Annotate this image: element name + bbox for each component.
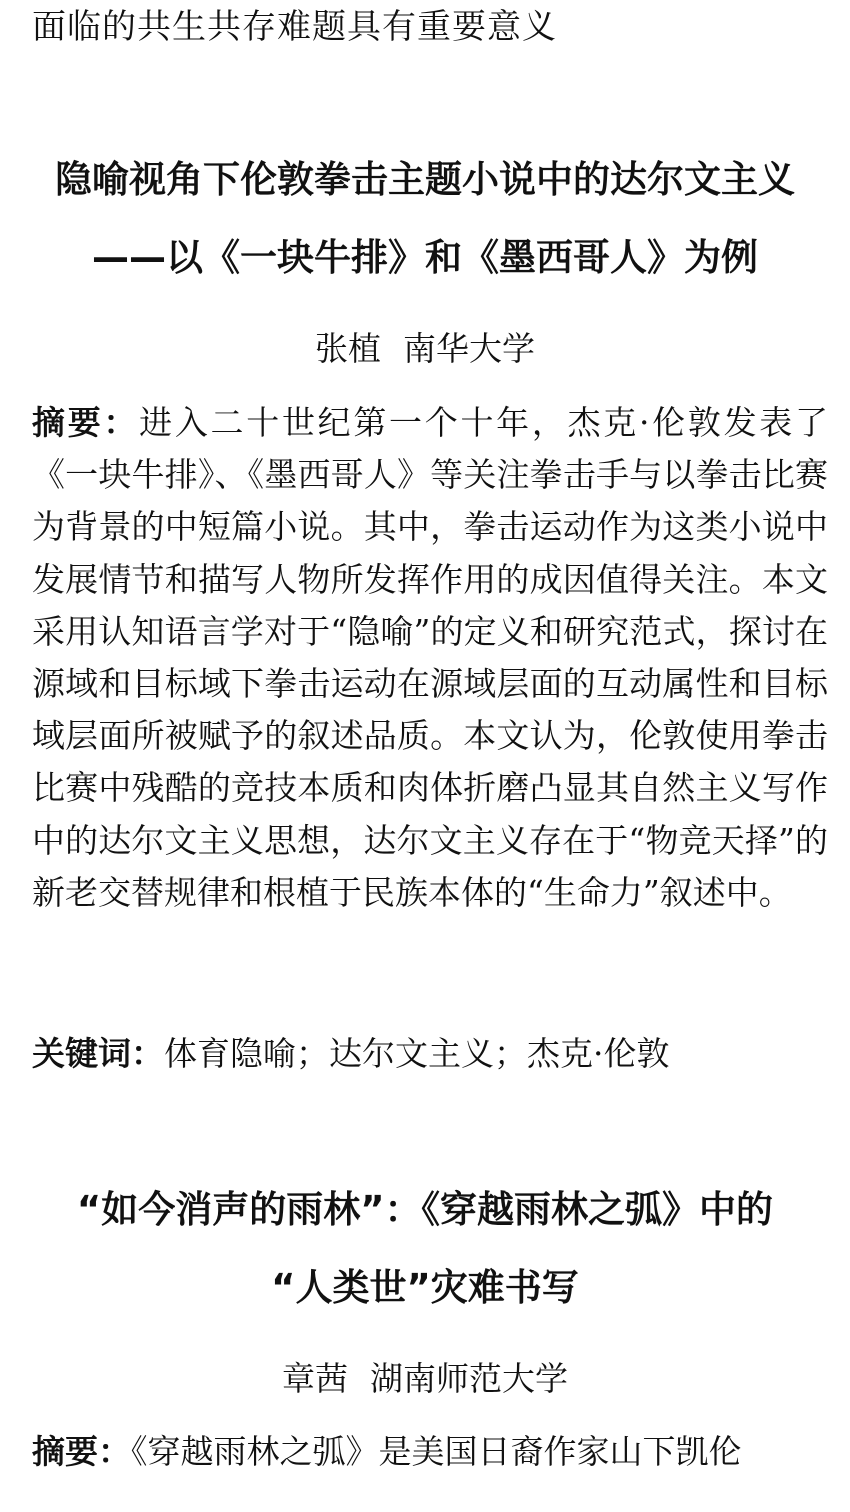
article-1-affiliation: 南华大学 xyxy=(403,329,535,368)
article-1-abstract-label: 摘要： xyxy=(32,403,140,442)
article-1-author-name: 张植 xyxy=(315,329,381,368)
article-1-author-line xyxy=(0,327,850,371)
article-2-title-line-2: “人类世”灾难书写 xyxy=(271,1266,579,1309)
article-1-keywords xyxy=(32,1028,828,1080)
article-2-abstract-text: 《穿越雨林之弧》是美国日裔作家山下凯伦 xyxy=(131,1432,742,1471)
article-1-keywords-text: 体育隐喻；达尔文主义；杰克·伦敦 xyxy=(164,1034,670,1073)
article-1-abstract xyxy=(32,397,828,919)
article-1-title-line-1: 隐喻视角下伦敦拳击主题小说中的达尔文主义 xyxy=(55,158,795,201)
article-2-abstract-label: 摘要： xyxy=(32,1432,131,1471)
article-1-abstract-text: 进入二十世纪第一个十年，杰克·伦敦发表了《一块牛排》、《墨西哥人》等关注拳击手与以拳击比赛为背景的中短篇小说。其中，拳击运动作为这类小说中发展情节和描写人物所发挥作用的成因值得关注。本文采用认知语言学对于“隐喻”的定义和研究范式，探讨在源域和目标域下拳击运动在源域层面的互动属性和目标域层面所被赋予的叙述品质。本文认为，伦敦使用拳击比赛中残酷的竞技本质和肉体折磨凸显其自然主义写作中的达尔文主义思想，达尔文主义存在于“物竞天择”的新老交替规律和根植于民族本体的“生命力”叙述中。 xyxy=(32,403,829,912)
article-2-title-line-1: “如今消声的雨林”：《穿越雨林之弧》中的 xyxy=(76,1188,774,1231)
article-2-author-line xyxy=(0,1357,850,1401)
article-2-author-name: 章茜 xyxy=(282,1359,348,1398)
previous-abstract-tail: 面临的共生共存难题具有重要意义 xyxy=(32,7,557,47)
article-1-title-line-2: ——以《一块牛排》和《墨西哥人》为例 xyxy=(92,236,758,279)
article-2-affiliation: 湖南师范大学 xyxy=(370,1359,568,1398)
article-1-keywords-label: 关键词： xyxy=(32,1034,164,1073)
article-2-abstract xyxy=(32,1426,828,1478)
